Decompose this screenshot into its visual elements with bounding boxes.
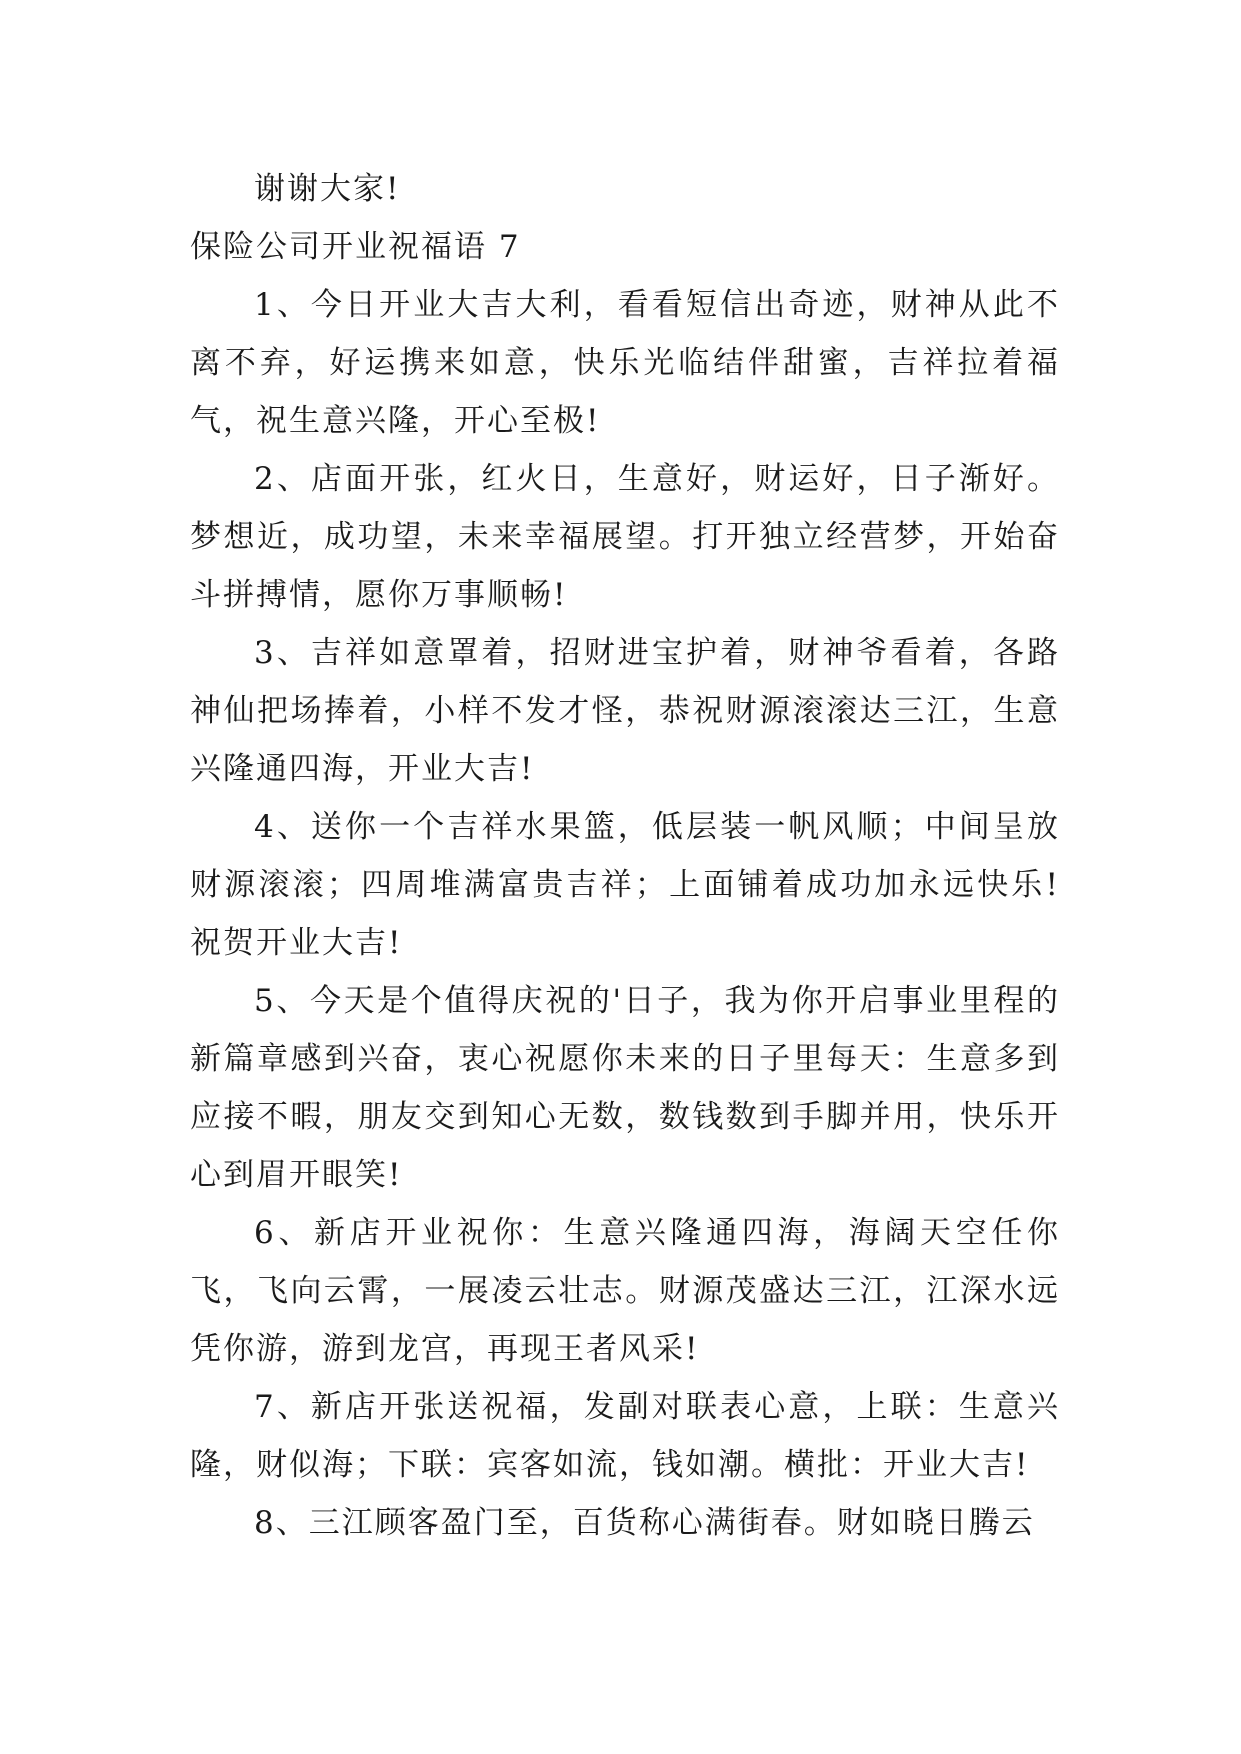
paragraph-1: 1、今日开业大吉大利，看看短信出奇迹，财神从此不离不弃，好运携来如意，快乐光临结伴甜蜜，吉祥拉着福气，祝生意兴隆，开心至极!	[190, 287, 1060, 439]
paragraph-7: 7、新店开张送祝福，发副对联表心意，上联：生意兴隆，财似海；下联：宾客如流，钱如潮。横批：开业大吉!	[190, 1389, 1060, 1483]
paragraph-6: 6、新店开业祝你：生意兴隆通四海，海阔天空任你飞，飞向云霄，一展凌云壮志。财源茂盛达三江，江深水远凭你游，游到龙宫，再现王者风采!	[190, 1215, 1060, 1367]
paragraph-8: 8、三江顾客盈门至，百货称心满街春。财如晓日腾云	[254, 1505, 1035, 1541]
paragraph-2: 2、店面开张，红火日，生意好，财运好，日子渐好。梦想近，成功望，未来幸福展望。打开独立经营梦，开始奋斗拼搏情，愿你万事顺畅!	[190, 461, 1060, 613]
paragraph-4: 4、送你一个吉祥水果篮，低层装一帆风顺；中间呈放财源滚滚；四周堆满富贵吉祥；上面铺着成功加永远快乐!祝贺开业大吉!	[190, 809, 1060, 961]
section-title: 保险公司开业祝福语 7	[190, 229, 521, 265]
document-body	[190, 160, 1060, 1552]
closing-line: 谢谢大家!	[254, 171, 401, 207]
paragraph-5: 5、今天是个值得庆祝的'日子，我为你开启事业里程的新篇章感到兴奋，衷心祝愿你未来的日子里每天：生意多到应接不暇，朋友交到知心无数，数钱数到手脚并用，快乐开心到眉开眼笑!	[190, 983, 1060, 1193]
paragraph-3: 3、吉祥如意罩着，招财进宝护着，财神爷看着，各路神仙把场捧着，小样不发才怪，恭祝财源滚滚达三江，生意兴隆通四海，开业大吉!	[190, 635, 1060, 787]
